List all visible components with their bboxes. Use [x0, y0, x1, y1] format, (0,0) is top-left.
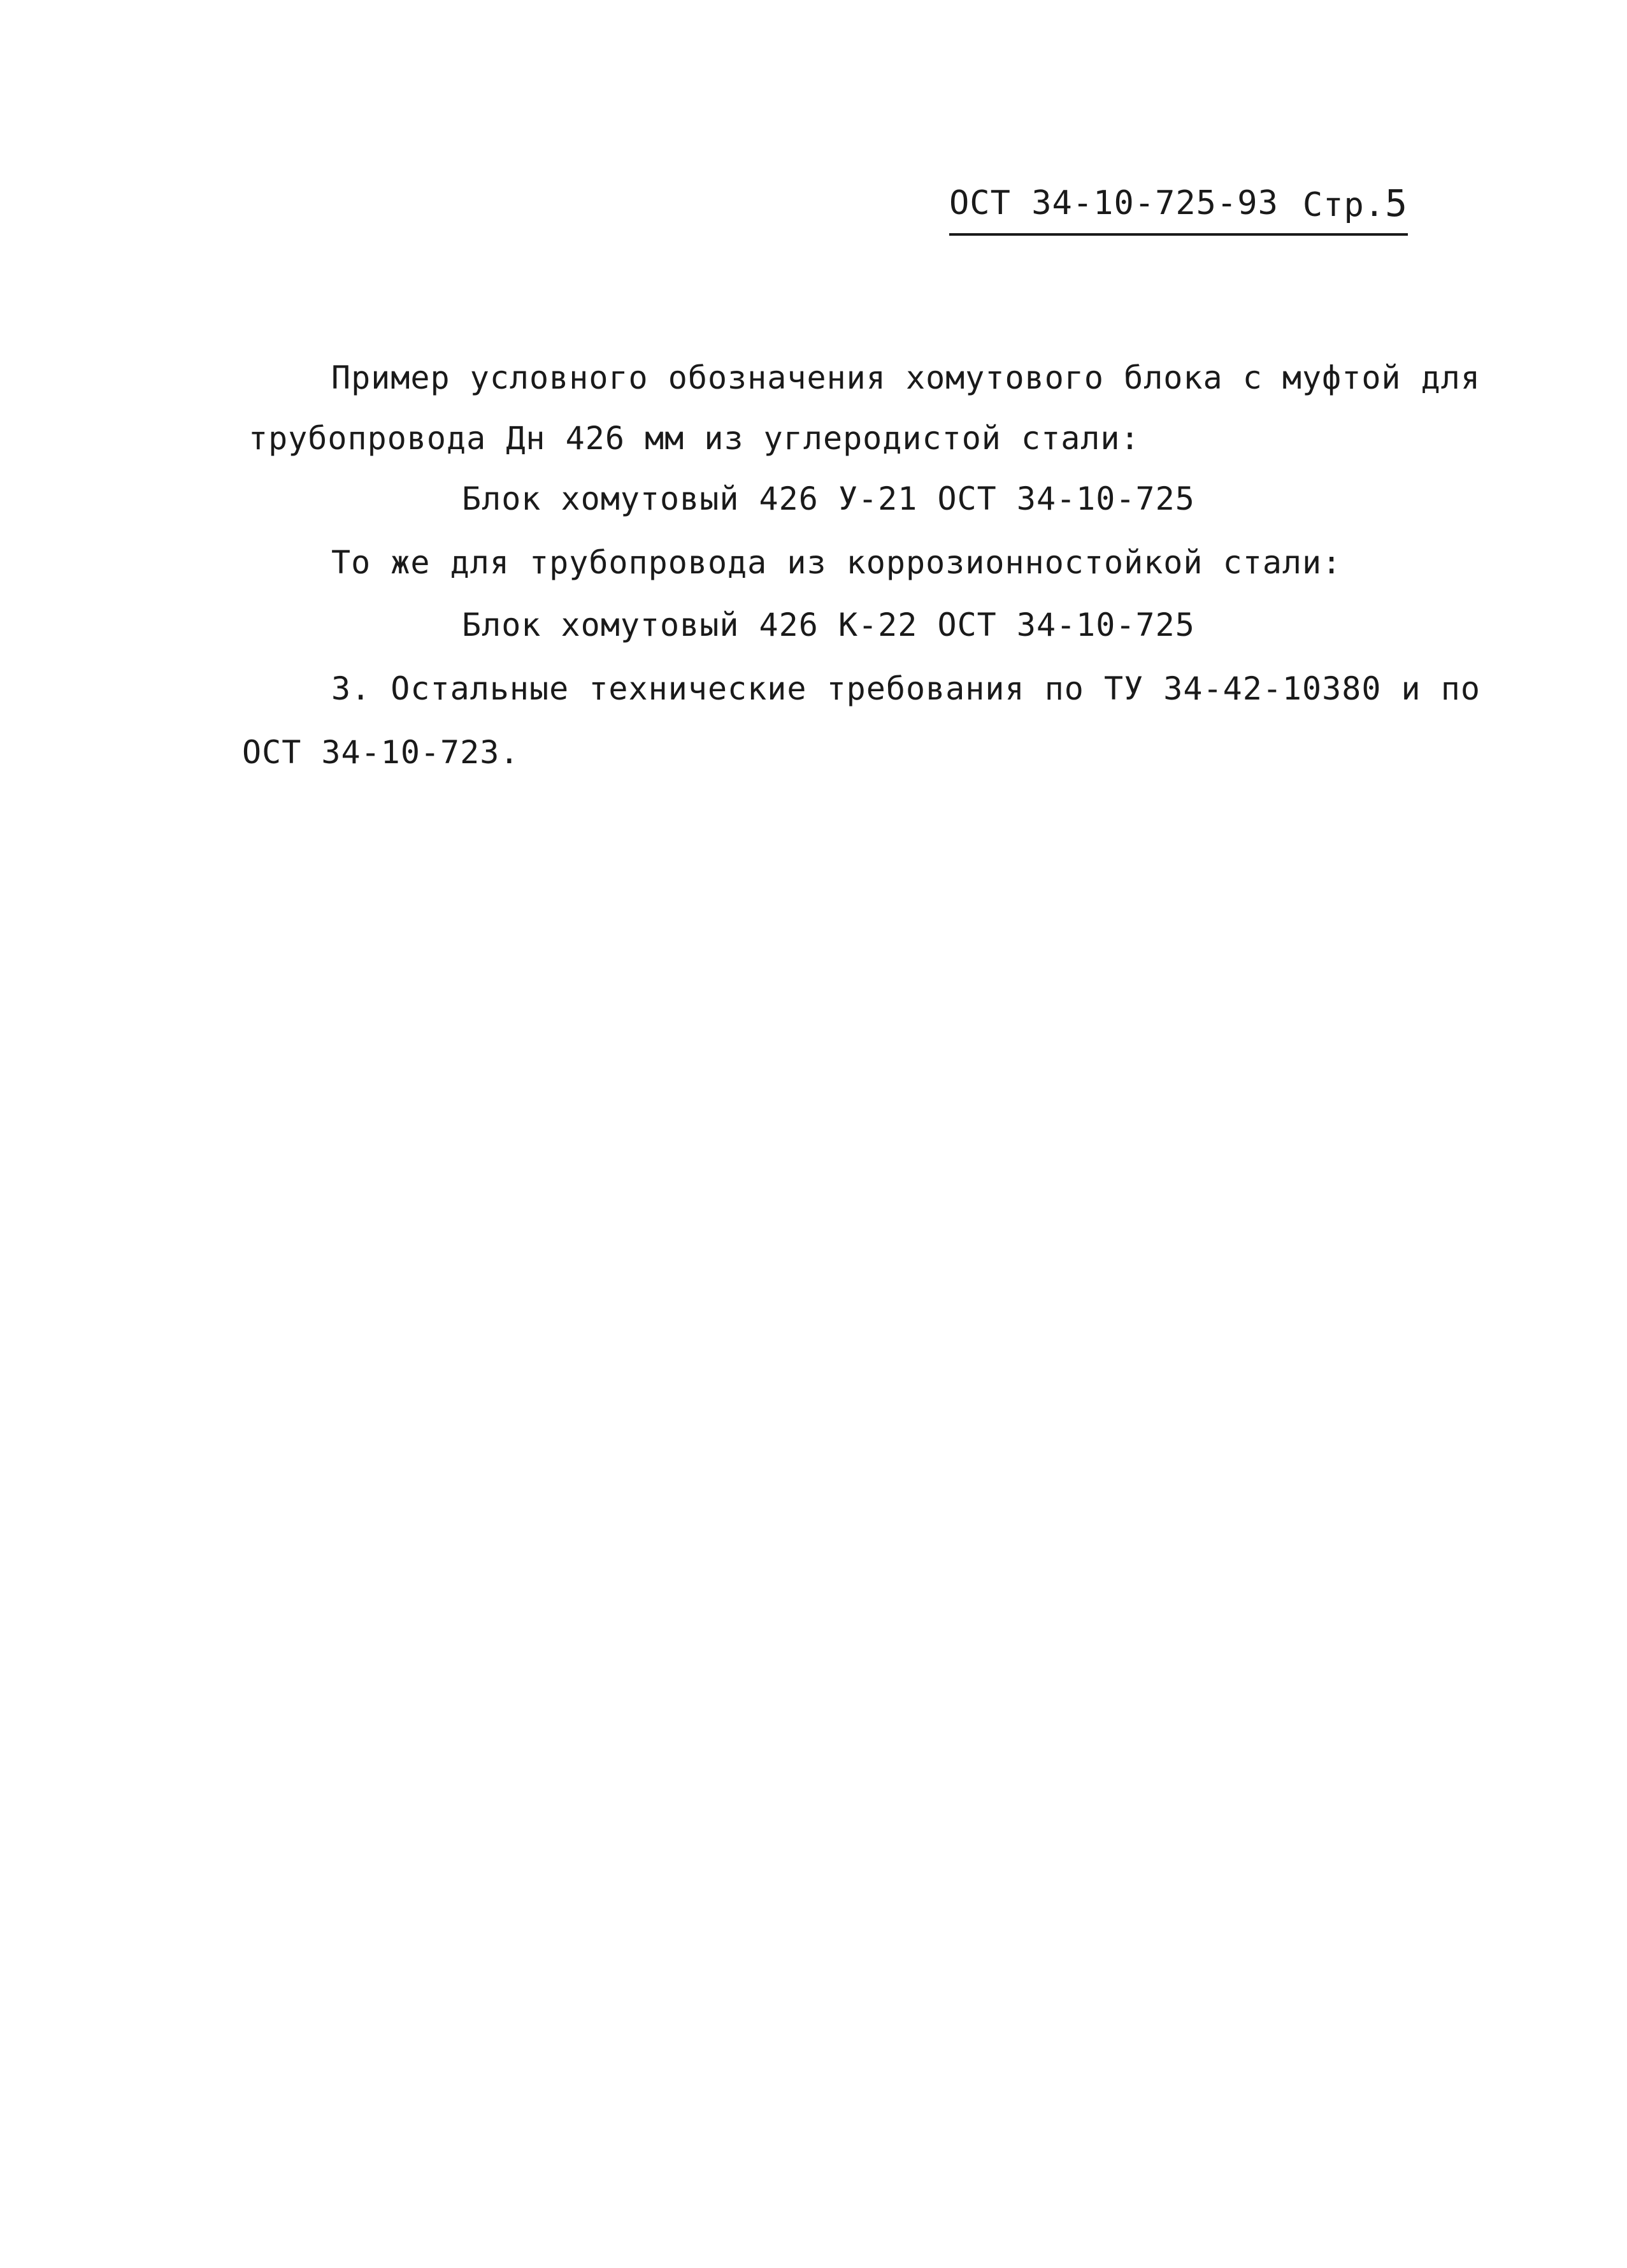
- paragraph-line-3: То же для трубопровода из коррозионностойкой стали:: [331, 544, 1342, 581]
- designation-example-2: Блок хомутовый 426 К-22 ОСТ 34-10-725: [462, 606, 1195, 643]
- header-text: [949, 181, 1408, 226]
- paragraph-line-2: трубопровода Дн 426 мм из углеродистой стали:: [248, 420, 1140, 457]
- page-prefix: Стр.: [1302, 186, 1386, 224]
- header-underline: [949, 233, 1408, 236]
- paragraph-line-1: Пример условного обозначения хомутового блока с муфтой для: [331, 359, 1480, 396]
- designation-example-1: Блок хомутовый 426 У-21 ОСТ 34-10-725: [462, 480, 1195, 517]
- clause-3-line-1: 3. Остальные технические требования по ТУ 34-42-10380 и по: [331, 670, 1480, 707]
- clause-3-line-2: ОСТ 34-10-723.: [242, 734, 520, 771]
- page-label: [1303, 181, 1408, 227]
- page-number: 5: [1385, 182, 1408, 225]
- page-header: [949, 172, 1408, 242]
- standard-code: ОСТ 34-10-725-93: [949, 184, 1279, 222]
